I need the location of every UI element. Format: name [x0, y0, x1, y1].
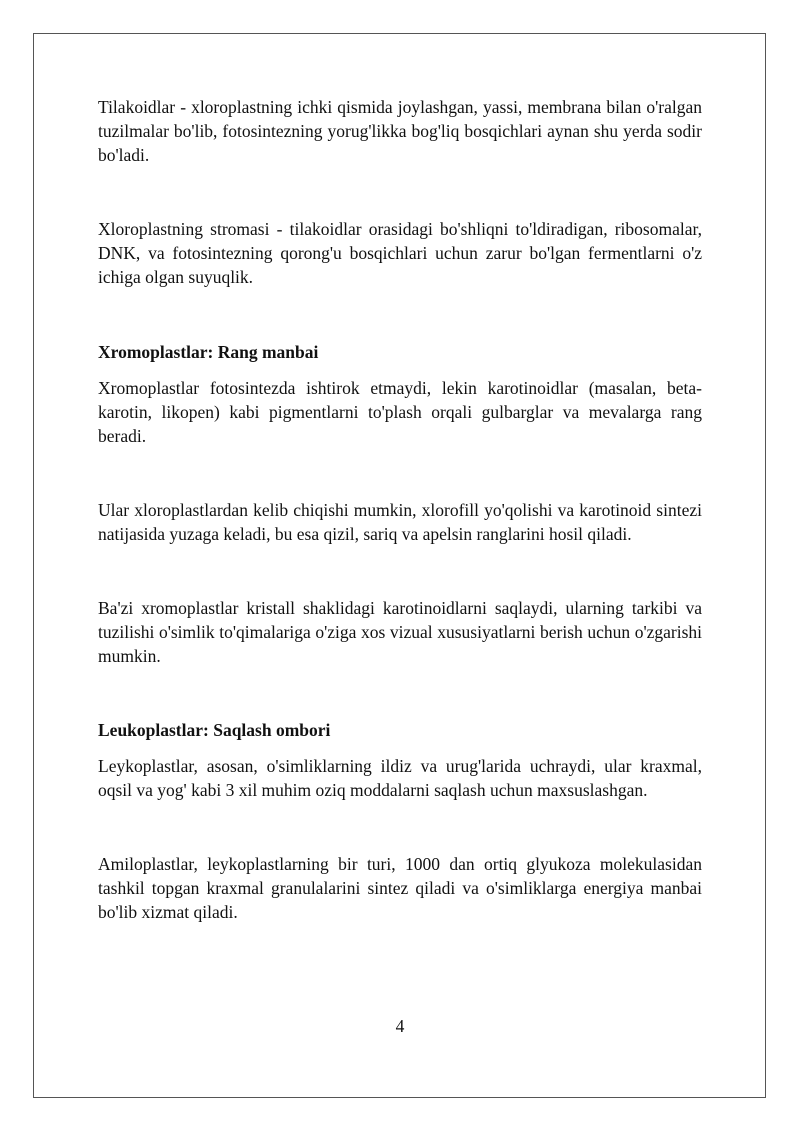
paragraph-amyloplasts: Amiloplastlar, leykoplastlarning bir turi, 1000 dan ortiq glyukoza molekulasidan tashkil topgan kraxmal granulalarini sintez qiladi va o'simliklarga energiya manbai bo'lib xizmat qiladi.: [98, 854, 702, 922]
document-body: [98, 95, 702, 924]
paragraph-chromoplasts-origin: Ular xloroplastlardan kelib chiqishi mumkin, xlorofill yo'qolishi va karotinoid sintezi natijasida yuzaga keladi, bu esa qizil, sariq va apelsin ranglarini hosil qiladi.: [98, 500, 702, 544]
section-heading-chromoplasts: Xromoplastlar: Rang manbai: [98, 342, 319, 362]
section-heading-leucoplasts: Leukoplastlar: Saqlash ombori: [98, 720, 331, 740]
page-number: 4: [395, 1016, 405, 1036]
paragraph-thylakoids: Tilakoidlar - xloroplastning ichki qismida joylashgan, yassi, membrana bilan o'ralgan tuzilmalar bo'lib, fotosintezning yorug'likka bog'liq bosqichlari aynan shu yerda sodir bo'ladi.: [98, 97, 702, 165]
paragraph-chromoplasts-crystals: Ba'zi xromoplastlar kristall shaklidagi karotinoidlarni saqlaydi, ularning tarkibi va tuzilishi o'simlik to'qimalariga o'ziga xos vizual xususiyatlarni berish uchun o'zgarishi mumkin.: [98, 598, 702, 666]
paragraph-stroma: Xloroplastning stromasi - tilakoidlar orasidagi bo'shliqni to'ldiradigan, ribosomalar, DNK, va fotosintezning qorong'u bosqichlari uchun zarur bo'lgan fermentlarni o'z ichiga olgan suyuqlik.: [98, 219, 702, 287]
paragraph-leucoplasts-storage: Leykoplastlar, asosan, o'simliklarning ildiz va urug'larida uchraydi, ular kraxmal, oqsil va yog' kabi 3 xil muhim oziq moddalarni saqlash uchun maxsuslashgan.: [98, 756, 702, 800]
paragraph-chromoplasts-pigments: Xromoplastlar fotosintezda ishtirok etmaydi, lekin karotinoidlar (masalan, beta-karotin, likopen) kabi pigmentlarni to'plash orqali gulbarglar va mevalarga rang beradi.: [98, 378, 702, 446]
